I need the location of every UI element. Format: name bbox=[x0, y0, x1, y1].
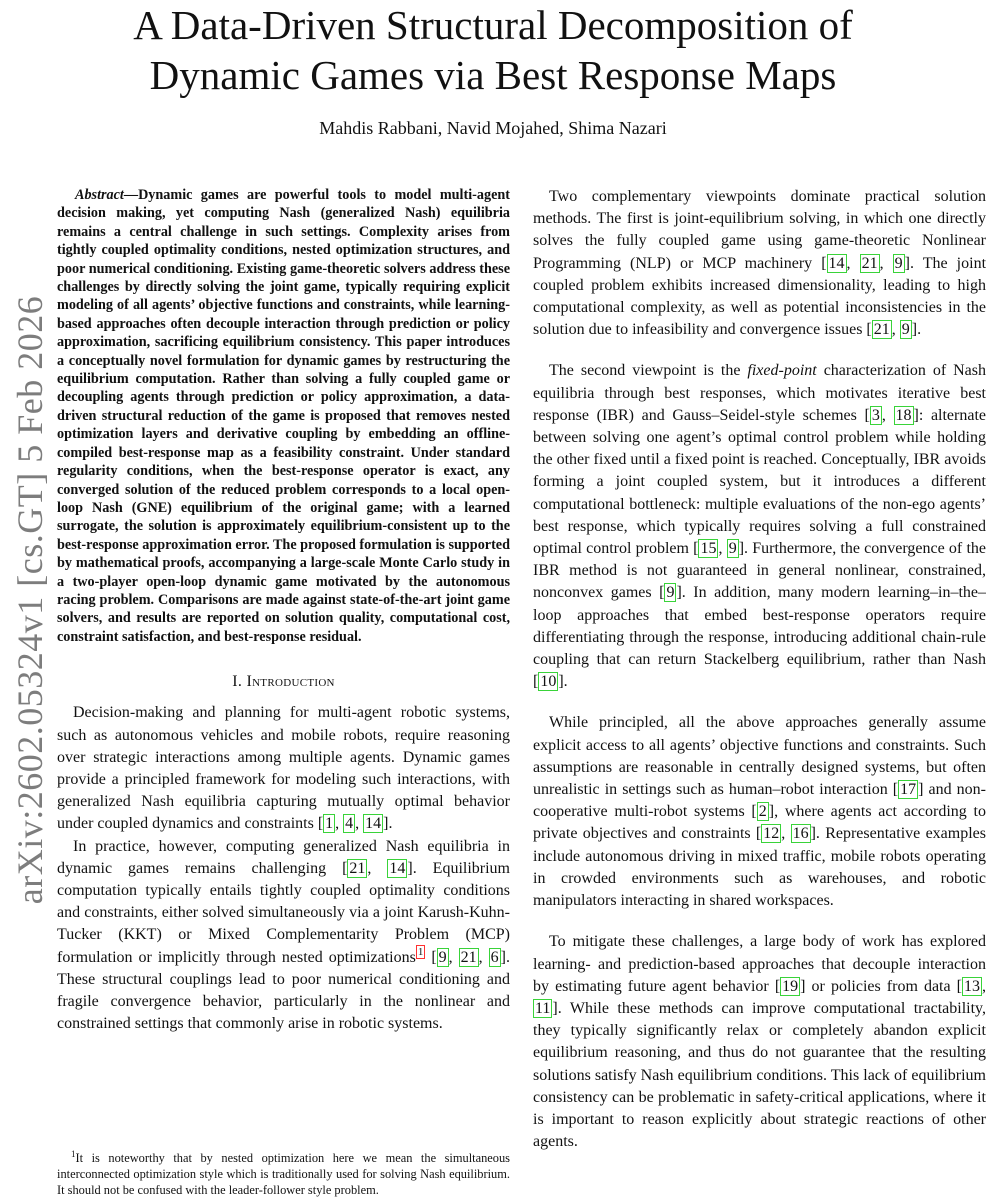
text-run: To mitigate these challenges, a large body of work has explored learning- and prediction-based approaches that decouple interaction by estimating future agent behavior [ bbox=[533, 933, 986, 995]
arxiv-stamp: arXiv:2602.05324v1 [cs.GT] 5 Feb 2026 bbox=[10, 295, 50, 905]
citation-link[interactable]: 4 bbox=[345, 815, 354, 833]
text-run: ]. Representative examples include autonomous driving in mixed traffic, mobile robots operating in crowded environments such as warehouses, and robotic manipulators interacting in shared workspaces. bbox=[533, 825, 986, 910]
right-column bbox=[533, 186, 986, 1153]
text-run: ]. bbox=[558, 673, 568, 691]
citation-link[interactable]: 21 bbox=[873, 321, 890, 339]
text-run: ]. bbox=[911, 321, 922, 339]
text-run: ]: alternate between solving one agent’s optimal control problem while holding the other fixed until a fixed point is reached. Conceptually, IBR avoids forming a joint coupled system, but it introduces a different computational bottleneck: multiple evaluations of the non-ego agents’ best response, which typically requires solving a full constrained optimal control problem [ bbox=[533, 406, 986, 558]
citation-link[interactable]: 17 bbox=[900, 781, 917, 799]
intro-paragraph-4: The second viewpoint is the fixed-point characterization of Nash equilibria through best responses, which motivates iterative best response (IBR) and Gauss–Seidel-style schemes [ 3 , 18 ]: alternate between solving one agent’s optimal control problem while holding the other fixed until a fixed point is reached. Conceptually, IBR avoids forming a joint coupled system, but it introduces a different computational bottleneck: multiple evaluations of the non-ego agents’ best response, which typically requires solving a full constrained optimal control problem [ 15 , 9 ]. Furthermore, the convergence of the IBR method is not guaranteed in general nonlinear, constrained, nonconvex games [ 9 ]. In addition, many modern learning–in–the–loop approaches that embed best-response operators require differentiating through the response, introducing additional chain-rule coupling that can return Stackelberg equilibrium, rather than Nash [ 10 ]. bbox=[533, 362, 986, 691]
text-run: ]. The joint coupled problem exhibits increased dimensionality, leading to high computational complexity, as well as potential inconsistencies in the solution due to infeasibility and convergence issues [ bbox=[533, 254, 986, 339]
citation-link[interactable]: 1 bbox=[325, 815, 334, 833]
title-line-1: A Data-Driven Structural Decomposition of bbox=[133, 2, 853, 48]
citation-link[interactable]: 18 bbox=[895, 406, 912, 424]
citation-link[interactable]: 3 bbox=[871, 406, 880, 424]
citation-link[interactable]: 2 bbox=[758, 803, 767, 821]
citation-link[interactable]: 12 bbox=[763, 825, 780, 843]
citation-link[interactable]: 19 bbox=[782, 977, 799, 995]
text-run: Two complementary viewpoints dominate practical solution methods. The first is joint-equilibrium solving, in which one directly solves the fully coupled game using game-theoretic Nonlinear Programming (NLP) or MCP machinery [ bbox=[533, 188, 986, 272]
abstract-label: Abstract bbox=[75, 187, 124, 203]
citation-link[interactable]: 15 bbox=[700, 540, 717, 558]
text-run: Decision-making and planning for multi-agent robotic systems, such as autonomous vehicles and mobile robots, require reasoning over strategic interactions among multiple agents. Dynamic games provide a principled framework for modeling such interactions, with generalized Nash equilibria capturing mutually optimal behavior under coupled dynamics and constraints [ bbox=[57, 704, 510, 833]
citation-link[interactable]: 9 bbox=[728, 540, 737, 558]
title-line-2: Dynamic Games via Best Response Maps bbox=[149, 52, 837, 98]
text-run: characterization of Nash equilibria through best responses, which motivates iterative best response (IBR) and Gauss–Seidel-style schemes [ bbox=[533, 362, 986, 424]
citation-link[interactable]: 13 bbox=[964, 977, 981, 995]
intro-paragraph-1: Decision-making and planning for multi-agent robotic systems, such as autonomous vehicles and mobile robots, require reasoning over strategic interactions among multiple agents. Dynamic games provide a principled framework for modeling such interactions, with generalized Nash equilibria capturing mutually optimal behavior under coupled dynamics and constraints [ 1 , 4 , 14 ]. bbox=[57, 704, 510, 833]
citation-link[interactable]: 14 bbox=[365, 815, 382, 833]
section-title: Introduction bbox=[246, 673, 335, 691]
text-run: The second viewpoint is the bbox=[549, 362, 748, 380]
text-run: While principled, all the above approaches generally assume explicit access to all agents’ objective functions and constraints. Such assumptions are reasonable in centrally designed systems, but often unrealistic in settings such as human–robot interaction [ bbox=[533, 714, 986, 799]
footnote-text: It is noteworthy that by nested optimization here we mean the simultaneous interconnected optimization style which is traditionally used for solving Nash equilibrium. It should not be confused with the leader-follower style problem. bbox=[57, 1151, 510, 1197]
citation-link[interactable]: 6 bbox=[490, 948, 499, 966]
intro-paragraph-2: In practice, however, computing generalized Nash equilibria in dynamic games remains challenging [ 21 , 14 ]. Equilibrium computation typically entails tightly coupled optimality conditions and constraints, either solved simultaneously via a joint Karush-Kuhn-Tucker (KKT) or Mixed Complementarity Problem (MCP) formulation or implicitly through nested optimizations $^1$ [ 9 , 21 , 6 ]. These structural couplings lead to poor numerical conditioning and fragile convergence behavior, particularly in the nonlinear and constrained settings that commonly arise in robotic systems. bbox=[57, 837, 511, 1033]
paper-title bbox=[0, 0, 986, 100]
text-run: ] or policies from data [ bbox=[800, 977, 963, 995]
citation-link[interactable]: 9 bbox=[438, 948, 447, 966]
text-run: ], where agents act according to private objectives and constraints [ bbox=[533, 803, 986, 843]
intro-paragraph-6: To mitigate these challenges, a large body of work has explored learning- and prediction-based approaches that decouple interaction by estimating future agent behavior [ 19 ] or policies from data [ 13 , 11 ]. While these methods can improve computational tractability, they typically significantly relax or completely abandon explicit equilibrium reasoning, and thus do not guarantee that the resulting solutions satisfy Nash equilibrium conditions. This lack of equilibrium consistency can be problematic in safety-critical applications, where it is important to reason explicitly about strategic reactions of other agents. bbox=[533, 933, 986, 1151]
citation-link[interactable]: 14 bbox=[828, 254, 845, 272]
text-run: ]. Equilibrium computation typically entails tightly coupled optimality conditions and constraints, either solved simultaneously via a joint Karush-Kuhn-Tucker (KKT) or Mixed Complementarity Problem (MCP) formulation or implicitly through nested optimizations bbox=[57, 859, 511, 966]
citation-link[interactable]: 11 bbox=[535, 999, 551, 1017]
text-run: In practice, however, computing generalized Nash equilibria in dynamic games remains challenging [ bbox=[57, 837, 510, 877]
citation-link[interactable]: 21 bbox=[349, 859, 366, 877]
citation-link[interactable]: 14 bbox=[389, 859, 406, 877]
intro-paragraph-5: While principled, all the above approaches generally assume explicit access to all agents’ objective functions and constraints. Such assumptions are reasonable in centrally designed systems, but often unrealistic in settings such as human–robot interaction [ 17 ] and non-cooperative multi-robot systems [ 2 ], where agents act according to private objectives and constraints [ 12 , 16 ]. Representative examples include autonomous driving in mixed traffic, mobile robots operating in crowded environments such as warehouses, and robotic manipulators interacting in shared workspaces. bbox=[533, 714, 986, 910]
text-run: ]. These structural couplings lead to poor numerical conditioning and fragile convergence behavior, particularly in the nonlinear and constrained settings that commonly arise in robotic systems. bbox=[57, 948, 510, 1033]
text-run: [ bbox=[425, 948, 437, 966]
abstract-text: —Dynamic games are powerful tools to model multi-agent decision making, yet computing Nash (generalized Nash) equilibria remains a central challenge in such settings. Complexity arises from tightly coupled optimality conditions, nested optimization structures, and poor numerical conditioning. Existing game-theoretic solvers address these challenges by directly solving the joint game, typically requiring explicit modeling of all agents’ objective functions and constraints, while learning-based approaches often decouple interaction through prediction or policy approximation, sacrificing equilibrium consistency. This paper introduces a conceptually novel formulation for dynamic games by restructuring the equilibrium computation. Rather than solving a fully coupled game or decoupling agents through prediction or policy approximation, a data-driven structural reduction of the game is proposed that removes nested optimization layers and derivative coupling by embedding an offline-compiled best-response map as a feasibility constraint. Under standard regularity conditions, when the best-response operator is exact, any converged solution of the reduced problem corresponds to a local open-loop Nash (GNE) equilibrium of the original game; with a learned surrogate, the solution is approximately equilibrium-consistent up to the best-response approximation error. The proposed formulation is supported by mathematical proofs, accompanying a large-scale Monte Carlo study in a two-player open-loop dynamic game motivated by the autonomous racing problem. Comparisons are made against state-of-the-art joint game solvers, and results are reported on solution quality, computational cost, constraint satisfaction, and best-response residual. bbox=[57, 187, 510, 645]
citation-link[interactable]: 21 bbox=[460, 948, 477, 966]
footnote bbox=[57, 1150, 510, 1198]
citation-link[interactable]: 9 bbox=[666, 584, 675, 602]
section-heading-introduction bbox=[57, 671, 510, 693]
text-run: ]. bbox=[383, 815, 393, 833]
text-run: ]. In addition, many modern learning–in–the–loop approaches that embed best-response operators require differentiating through the response, introducing additional chain-rule coupling that can return Stackelberg equilibrium, rather than Nash [ bbox=[533, 584, 986, 691]
citation-link[interactable]: 9 bbox=[894, 254, 903, 272]
left-column bbox=[57, 186, 510, 1035]
section-number: I. bbox=[232, 673, 243, 691]
emphasis-text: fixed-point bbox=[747, 362, 817, 380]
citation-link[interactable]: 21 bbox=[861, 254, 878, 272]
intro-paragraph-3: Two complementary viewpoints dominate practical solution methods. The first is joint-equilibrium solving, in which one directly solves the fully coupled game using game-theoretic Nonlinear Programming (NLP) or MCP machinery [ 14 , 21 , 9 ]. The joint coupled problem exhibits increased dimensionality, leading to high computational complexity, as well as potential inconsistencies in the solution due to infeasibility and convergence issues [ 21 , 9 ]. bbox=[533, 188, 986, 339]
text-run: ]. Furthermore, the convergence of the IBR method is not guaranteed in general nonlinear, constrained, nonconvex games [ bbox=[533, 540, 986, 602]
citation-link[interactable]: 9 bbox=[901, 321, 910, 339]
author-list: Mahdis Rabbani, Navid Mojahed, Shima Nazari bbox=[319, 118, 667, 138]
citation-link[interactable]: 16 bbox=[792, 825, 809, 843]
text-run: ]. While these methods can improve computational tractability, they typically significantly relax or completely abandon explicit equilibrium reasoning, and thus do not guarantee that the resulting solutions satisfy Nash equilibrium conditions. This lack of equilibrium consistency can be problematic in safety-critical applications, where it is important to reason explicitly about strategic reactions of other agents. bbox=[533, 999, 986, 1151]
footnote-mark: 1 bbox=[71, 1148, 76, 1159]
text-run: ] and non-cooperative multi-robot systems [ bbox=[533, 781, 986, 821]
citation-link[interactable]: 10 bbox=[540, 673, 557, 691]
footnote-link[interactable]: 1 bbox=[417, 946, 424, 959]
abstract bbox=[57, 186, 510, 646]
